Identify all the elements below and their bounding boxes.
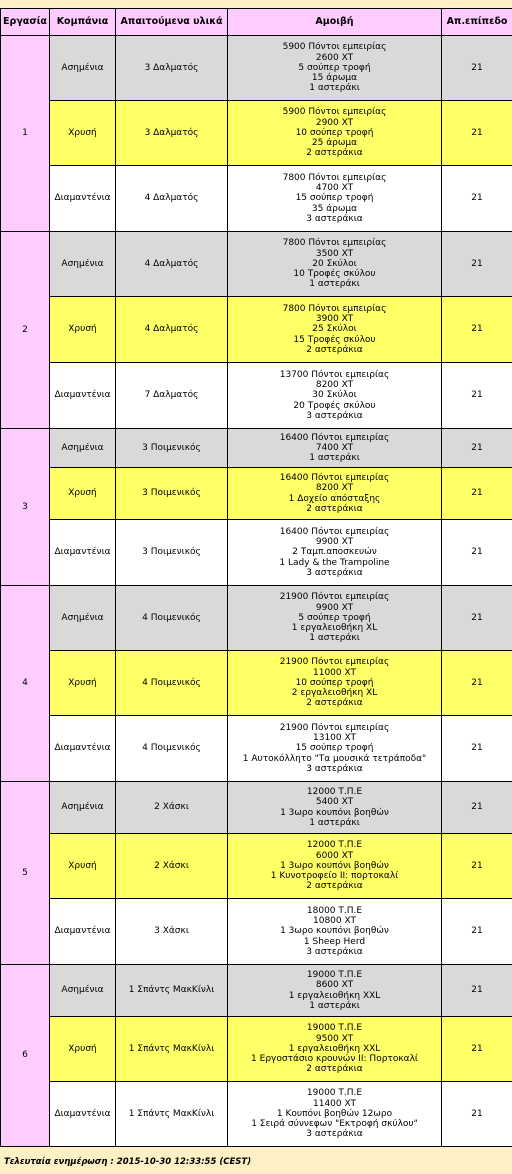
- reward-line: 4700 XT: [315, 183, 354, 194]
- reward-line: 15 άρωμα: [311, 73, 358, 84]
- header-company: Κομπάνια: [50, 9, 116, 36]
- company-tier-silver: Ασημένια: [50, 586, 116, 651]
- table-row: [1, 586, 512, 651]
- reward-line: 20 Τροφές σκύλου: [293, 400, 376, 411]
- company-tier-diamond: Διαμαντένια: [50, 520, 116, 586]
- header-task: Εργασία: [1, 9, 50, 36]
- reward-line: 5 σούπερ τροφή: [298, 62, 371, 73]
- reward-line: 5400 XT: [315, 797, 354, 808]
- reward-line: 1 αστεράκι: [309, 279, 360, 290]
- task-number: 1: [1, 36, 50, 232]
- reward-cell: [228, 166, 442, 232]
- reward-line: 18000 Τ.Π.Ε: [306, 905, 363, 916]
- reward-line: 1 αστεράκι: [309, 817, 360, 828]
- reward-line: 19000 Τ.Π.Ε: [306, 970, 363, 981]
- table-row: [1, 965, 512, 1017]
- required-materials: 1 Σπάντς ΜακΚίνλι: [116, 965, 228, 1017]
- reward-line: 16400 Πόντοι εμπειρίας: [279, 473, 390, 484]
- company-tier-gold: Χρυσή: [50, 651, 116, 716]
- company-tier-diamond: Διαμαντένια: [50, 363, 116, 429]
- required-materials: 7 Δαλματός: [116, 363, 228, 429]
- reward-line: 7800 Πόντοι εμπειρίας: [282, 238, 387, 249]
- company-tier-gold: Χρυσή: [50, 297, 116, 363]
- header-materials: Απαιτούμενα υλικά: [116, 9, 228, 36]
- company-tier-diamond: Διαμαντένια: [50, 166, 116, 232]
- reward-line: 6000 XT: [315, 850, 354, 861]
- company-tier-silver: Ασημένια: [50, 429, 116, 468]
- reward-line: 1 Σειρά σύννεφων "Εκτροφή σκύλου": [251, 1119, 418, 1130]
- reward-line: 15 Τροφές σκύλου: [293, 334, 376, 345]
- reward-line: 1 3ωρο κουπόνι βοηθών: [280, 926, 389, 937]
- reward-line: 1 Κυνοτροφείο II: πορτοκαλί: [270, 871, 399, 882]
- reward-line: 11400 XT: [313, 1098, 356, 1109]
- reward-line: 3500 XT: [315, 248, 354, 259]
- reward-line: 3 αστεράκια: [306, 763, 363, 774]
- reward-line: 30 Σκύλοι: [312, 390, 357, 401]
- required-materials: 4 Δαλματός: [116, 166, 228, 232]
- required-level: 21: [442, 1017, 512, 1082]
- required-materials: 4 Ποιμενικός: [116, 651, 228, 716]
- reward-line: 2600 XT: [315, 52, 354, 63]
- table-row: [1, 1082, 512, 1147]
- reward-cell: [228, 716, 442, 782]
- reward-line: 2900 XT: [315, 117, 354, 128]
- required-level: 21: [442, 101, 512, 166]
- reward-line: 5 σούπερ τροφή: [298, 612, 371, 623]
- reward-line: 3 αστεράκια: [306, 946, 363, 957]
- required-materials: 2 Χάσκι: [116, 834, 228, 899]
- table-row: [1, 36, 512, 101]
- header-reward: Αμοιβή: [228, 9, 442, 36]
- required-materials: 1 Σπάντς ΜακΚίνλι: [116, 1017, 228, 1082]
- reward-line: 1 Lady & the Trampoline: [279, 557, 390, 568]
- company-tier-silver: Ασημένια: [50, 232, 116, 297]
- required-materials: 4 Δαλματός: [116, 297, 228, 363]
- required-level: 21: [442, 586, 512, 651]
- reward-line: 10 σούπερ τροφή: [295, 677, 374, 688]
- required-level: 21: [442, 429, 512, 468]
- reward-line: 2 Ταμπ.αποσκευών: [292, 547, 377, 558]
- reward-line: 1 Δοχείο απόσταξης: [288, 493, 381, 504]
- reward-line: 2 αστεράκια: [306, 698, 363, 709]
- reward-line: 10 σούπερ τροφή: [295, 127, 374, 138]
- reward-line: 3 αστεράκια: [306, 410, 363, 421]
- reward-line: 7800 Πόντοι εμπειρίας: [282, 303, 387, 314]
- required-materials: 1 Σπάντς ΜακΚίνλι: [116, 1082, 228, 1147]
- table-row: [1, 834, 512, 899]
- reward-line: 21900 Πόντοι εμπειρίας: [279, 657, 390, 668]
- reward-line: 1 εργαλειοθήκη XXL: [288, 990, 381, 1001]
- table-row: [1, 651, 512, 716]
- required-materials: 4 Δαλματός: [116, 232, 228, 297]
- company-tier-diamond: Διαμαντένια: [50, 1082, 116, 1147]
- reward-line: 5900 Πόντοι εμπειρίας: [282, 42, 387, 53]
- reward-line: 7400 XT: [315, 442, 354, 453]
- reward-line: 21900 Πόντοι εμπειρίας: [279, 592, 390, 603]
- tasks-table: [0, 8, 512, 1147]
- reward-line: 7800 Πόντοι εμπειρίας: [282, 172, 387, 183]
- required-materials: 3 Χάσκι: [116, 899, 228, 965]
- reward-line: 2 αστεράκια: [306, 881, 363, 892]
- reward-line: 2 αστεράκια: [306, 503, 363, 514]
- company-tier-silver: Ασημένια: [50, 782, 116, 834]
- reward-line: 20 Σκύλοι: [312, 258, 357, 269]
- reward-line: 8200 XT: [315, 483, 354, 494]
- reward-line: 13100 XT: [313, 733, 356, 744]
- reward-line: 1 αστεράκι: [309, 453, 360, 464]
- reward-line: 5900 Πόντοι εμπειρίας: [282, 107, 387, 118]
- table-row: [1, 232, 512, 297]
- company-tier-gold: Χρυσή: [50, 1017, 116, 1082]
- reward-cell: [228, 297, 442, 363]
- task-number: 6: [1, 965, 50, 1147]
- table-row: [1, 520, 512, 586]
- task-number: 5: [1, 782, 50, 965]
- reward-line: 10800 XT: [313, 916, 356, 927]
- required-materials: 2 Χάσκι: [116, 782, 228, 834]
- reward-cell: [228, 101, 442, 166]
- reward-line: 12000 Τ.Π.Ε: [306, 840, 363, 851]
- reward-cell: [228, 520, 442, 586]
- reward-line: 19000 Τ.Π.Ε: [306, 1023, 363, 1034]
- required-level: 21: [442, 899, 512, 965]
- reward-line: 1 αστεράκι: [309, 1000, 360, 1011]
- required-materials: 4 Ποιμενικός: [116, 716, 228, 782]
- company-tier-gold: Χρυσή: [50, 834, 116, 899]
- company-tier-gold: Χρυσή: [50, 468, 116, 520]
- reward-line: 10 Τροφές σκύλου: [293, 269, 376, 280]
- required-materials: 3 Ποιμενικός: [116, 468, 228, 520]
- table-row: [1, 363, 512, 429]
- reward-line: 16400 Πόντοι εμπειρίας: [279, 432, 390, 443]
- reward-cell: [228, 899, 442, 965]
- required-level: 21: [442, 232, 512, 297]
- table-row: [1, 1017, 512, 1082]
- reward-line: 21900 Πόντοι εμπειρίας: [279, 722, 390, 733]
- required-level: 21: [442, 1082, 512, 1147]
- reward-cell: [228, 1082, 442, 1147]
- reward-line: 8200 XT: [315, 380, 354, 391]
- required-level: 21: [442, 651, 512, 716]
- reward-line: 11000 XT: [313, 667, 356, 678]
- reward-line: 2 αστεράκια: [306, 344, 363, 355]
- task-number: 2: [1, 232, 50, 429]
- required-materials: 3 Δαλματός: [116, 101, 228, 166]
- reward-line: 19000 Τ.Π.Ε: [306, 1088, 363, 1099]
- header-row: [1, 9, 512, 36]
- reward-line: 3 αστεράκια: [306, 1129, 363, 1140]
- reward-line: 1 Αυτοκόλλητο "Τα μουσικά τετράποδα": [242, 753, 427, 764]
- reward-line: 9500 XT: [315, 1033, 354, 1044]
- company-tier-silver: Ασημένια: [50, 36, 116, 101]
- task-number: 3: [1, 429, 50, 586]
- reward-line: 25 άρωμα: [311, 138, 358, 149]
- reward-cell: [228, 1017, 442, 1082]
- reward-line: 2 αστεράκια: [306, 1064, 363, 1075]
- reward-line: 2 εργαλειοθήκη XL: [291, 688, 378, 699]
- reward-line: 1 Εργοστάσιο κρουνών II: Πορτοκαλί: [251, 1054, 418, 1065]
- reward-cell: [228, 468, 442, 520]
- table-row: [1, 166, 512, 232]
- required-materials: 3 Δαλματός: [116, 36, 228, 101]
- required-level: 21: [442, 363, 512, 429]
- company-tier-diamond: Διαμαντένια: [50, 899, 116, 965]
- reward-line: 15 σούπερ τροφή: [295, 193, 374, 204]
- reward-line: 35 άρωμα: [311, 203, 358, 214]
- reward-line: 3900 XT: [315, 314, 354, 325]
- reward-cell: [228, 36, 442, 101]
- reward-line: 13700 Πόντοι εμπειρίας: [279, 369, 390, 380]
- required-level: 21: [442, 716, 512, 782]
- reward-cell: [228, 586, 442, 651]
- company-tier-silver: Ασημένια: [50, 965, 116, 1017]
- table-row: [1, 101, 512, 166]
- reward-cell: [228, 232, 442, 297]
- required-materials: 3 Ποιμενικός: [116, 520, 228, 586]
- reward-line: 12000 Τ.Π.Ε: [306, 787, 363, 798]
- reward-line: 15 σούπερ τροφή: [295, 743, 374, 754]
- reward-line: 1 Κουπόνι βοηθών 12ωρο: [276, 1108, 393, 1119]
- reward-line: 25 Σκύλοι: [312, 324, 357, 335]
- reward-line: 3 αστεράκια: [306, 213, 363, 224]
- reward-line: 1 3ωρο κουπόνι βοηθών: [280, 860, 389, 871]
- required-level: 21: [442, 520, 512, 586]
- task-number: 4: [1, 586, 50, 782]
- last-updated: Τελευταία ενημέρωση : 2015-10-30 12:33:55 (CEST): [4, 1157, 252, 1167]
- reward-line: 16400 Πόντοι εμπειρίας: [279, 526, 390, 537]
- company-tier-gold: Χρυσή: [50, 101, 116, 166]
- reward-line: 9900 XT: [315, 537, 354, 548]
- required-materials: 4 Ποιμενικός: [116, 586, 228, 651]
- required-level: 21: [442, 782, 512, 834]
- reward-line: 8600 XT: [315, 980, 354, 991]
- table-row: [1, 782, 512, 834]
- header-level: Απ.επίπεδο: [442, 9, 512, 36]
- required-level: 21: [442, 36, 512, 101]
- table-body: [1, 36, 512, 1147]
- reward-line: 1 εργαλειοθήκη XXL: [288, 1043, 381, 1054]
- reward-line: 1 3ωρο κουπόνι βοηθών: [280, 807, 389, 818]
- reward-line: 1 εργαλειοθήκη XL: [291, 623, 378, 634]
- reward-cell: [228, 363, 442, 429]
- reward-cell: [228, 965, 442, 1017]
- reward-cell: [228, 429, 442, 468]
- table-row: [1, 716, 512, 782]
- required-level: 21: [442, 297, 512, 363]
- table-row: [1, 429, 512, 468]
- reward-line: 3 αστεράκια: [306, 567, 363, 578]
- table-row: [1, 899, 512, 965]
- table-row: [1, 468, 512, 520]
- required-materials: 3 Ποιμενικός: [116, 429, 228, 468]
- reward-cell: [228, 651, 442, 716]
- table-row: [1, 297, 512, 363]
- reward-cell: [228, 834, 442, 899]
- required-level: 21: [442, 965, 512, 1017]
- reward-line: 1 αστεράκι: [309, 633, 360, 644]
- reward-line: 1 Sheep Herd: [303, 936, 366, 947]
- required-level: 21: [442, 166, 512, 232]
- reward-cell: [228, 782, 442, 834]
- required-level: 21: [442, 468, 512, 520]
- reward-line: 9900 XT: [315, 602, 354, 613]
- required-level: 21: [442, 834, 512, 899]
- company-tier-diamond: Διαμαντένια: [50, 716, 116, 782]
- reward-line: 1 αστεράκι: [309, 83, 360, 94]
- reward-line: 2 αστεράκια: [306, 148, 363, 159]
